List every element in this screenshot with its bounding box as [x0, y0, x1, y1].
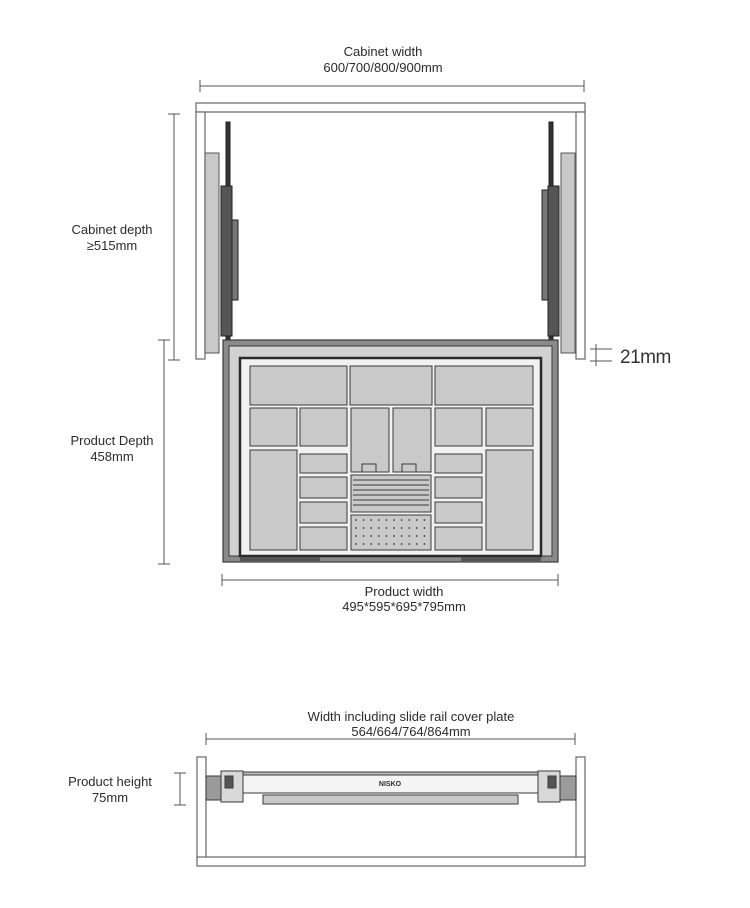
pin-dot [424, 519, 426, 521]
compartment [300, 454, 347, 473]
pin-dot [378, 527, 380, 529]
pin-dot [363, 527, 365, 529]
pin-dot [416, 543, 418, 545]
compartment [435, 454, 482, 473]
compartment [300, 408, 347, 446]
cabinet-width-label: Cabinet width [343, 44, 423, 59]
product-width-value: 495*595*695*795mm [342, 599, 466, 614]
slide-rails [221, 122, 559, 340]
pin-dot [393, 527, 395, 529]
pin-dot [424, 543, 426, 545]
pin-dot [401, 535, 403, 537]
cabinet-depth-value: ≥515mm [86, 238, 138, 253]
pin-dot [378, 535, 380, 537]
pin-dot [370, 535, 372, 537]
compartment [435, 408, 482, 446]
compartment [250, 366, 347, 405]
product-height-dimension-line [174, 773, 186, 805]
product-depth-value: 458mm [90, 449, 134, 464]
product-height-label: Product height [68, 774, 152, 789]
pin-dot [386, 535, 388, 537]
pin-dot [401, 527, 403, 529]
cabinet-depth-dimension-line [168, 114, 180, 360]
product-width-label: Product width [364, 584, 444, 599]
pin-dot [386, 543, 388, 545]
compartment [300, 477, 347, 498]
pin-dot [378, 543, 380, 545]
pin-dot [370, 543, 372, 545]
pin-dot [393, 519, 395, 521]
pin-dot [355, 535, 357, 537]
pin-dot [393, 535, 395, 537]
pin-dot [355, 519, 357, 521]
compartment [393, 408, 431, 472]
pin-dot [401, 543, 403, 545]
overall-width-label: Width including slide rail cover plate [307, 709, 515, 724]
compartment [486, 408, 533, 446]
compartment [300, 527, 347, 550]
pin-dot [408, 519, 410, 521]
top-view [70, 44, 670, 614]
pin-dot [408, 535, 410, 537]
gap-value: 21mm [620, 347, 671, 368]
pin-dot [416, 535, 418, 537]
product-depth-dimension-line [158, 340, 170, 564]
pin-dot [424, 535, 426, 537]
compartment [486, 450, 533, 550]
compartment [250, 450, 297, 550]
pin-dot [370, 527, 372, 529]
compartment [351, 475, 431, 512]
overall-width-value: 564/664/764/864mm [351, 724, 471, 739]
product-height-value: 75mm [91, 790, 129, 805]
cabinet-outline [196, 103, 585, 359]
pin-dot [363, 543, 365, 545]
pin-dot [424, 527, 426, 529]
gap-dimension-line [590, 344, 612, 366]
pin-dot [386, 519, 388, 521]
compartment [435, 527, 482, 550]
pin-dot [401, 519, 403, 521]
pin-dot [416, 519, 418, 521]
pin-dot [370, 519, 372, 521]
pin-dot [408, 527, 410, 529]
pin-dot [363, 535, 365, 537]
pin-dot [416, 527, 418, 529]
compartment [435, 477, 482, 498]
front-view [68, 709, 585, 866]
pin-dot [378, 519, 380, 521]
compartment [250, 408, 297, 446]
product-depth-label: Product Depth [70, 433, 154, 448]
compartment [351, 408, 389, 472]
compartment [300, 502, 347, 523]
cabinet-depth-label: Cabinet depth [71, 222, 153, 237]
cabinet-width-value: 600/700/800/900mm [323, 60, 443, 75]
pin-dot [393, 543, 395, 545]
cabinet-width-dimension-line [200, 80, 584, 92]
pin-dot [386, 527, 388, 529]
pin-dot [363, 519, 365, 521]
pin-dot [408, 543, 410, 545]
compartment [350, 366, 432, 405]
pin-dot [355, 527, 357, 529]
pin-dot [355, 543, 357, 545]
front-logo: NISKO [378, 781, 402, 788]
compartment [435, 502, 482, 523]
side-panels [205, 153, 575, 353]
compartment [435, 366, 533, 405]
